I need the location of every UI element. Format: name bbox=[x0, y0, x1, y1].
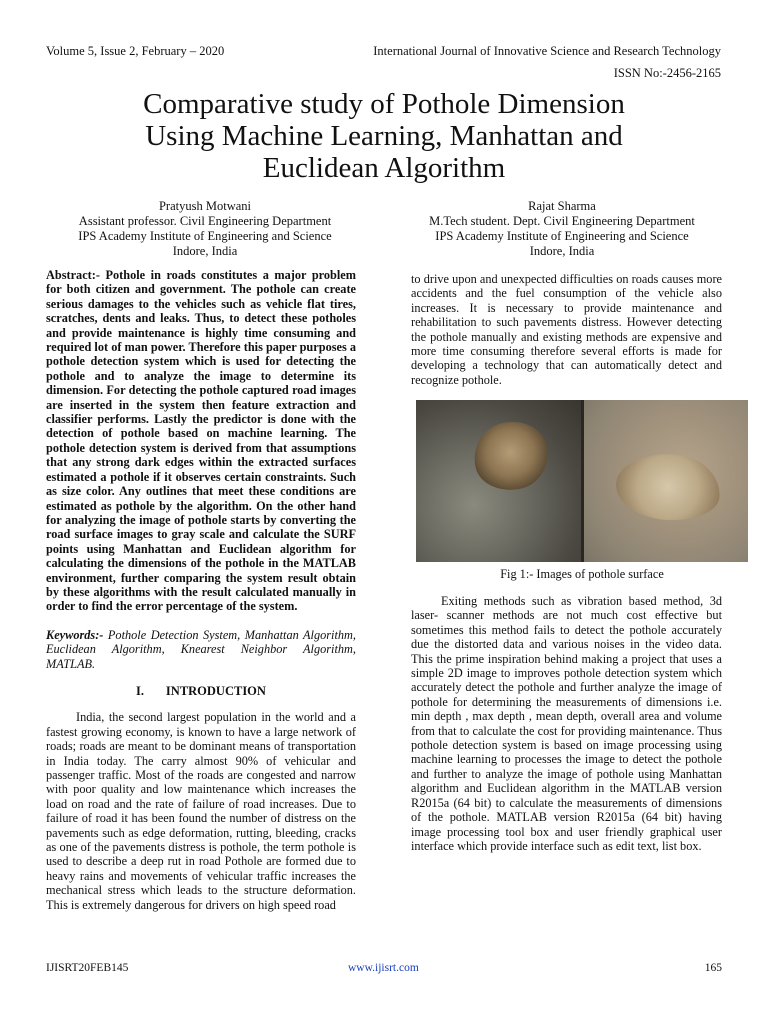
keywords-label: Keywords:- bbox=[46, 627, 104, 642]
volume-issue: Volume 5, Issue 2, February – 2020 bbox=[46, 44, 225, 58]
keywords-text: Pothole Detection System, Manhattan Algorithm, Euclidean Algorithm, Knearest Neighbor Algorithm, MATLAB. bbox=[46, 627, 356, 671]
pothole-shape-2 bbox=[614, 450, 722, 523]
section-heading-introduction bbox=[46, 684, 356, 698]
pothole-photo-2 bbox=[584, 400, 748, 562]
author-city: Indore, India bbox=[529, 244, 595, 258]
keywords bbox=[46, 628, 356, 671]
pothole-shape-1 bbox=[468, 415, 555, 497]
paper-id: IJISRT20FEB145 bbox=[46, 962, 129, 974]
intro-continued-paragraph: to drive upon and unexpected difficulties on roads causes more accidents and the fuel consumption of the vehicle also increases. It is necessary to provide maintenance and rehabilitation to such pavements distress. However detecting the pothole manually and existing methods are expensive and more time consuming therefore several efforts is made for developing a technology that can automatically detect and recognize pothole. bbox=[411, 272, 722, 387]
journal-name: International Journal of Innovative Science and Research Technology bbox=[373, 44, 721, 58]
figure-caption: Fig 1:- Images of pothole surface bbox=[500, 567, 664, 581]
author-name: Rajat Sharma bbox=[528, 199, 596, 213]
author-role: Assistant professor. Civil Engineering Department bbox=[78, 214, 332, 228]
title-line-1: Comparative study of Pothole Dimension bbox=[143, 88, 625, 120]
left-column bbox=[46, 268, 356, 912]
right-column-top bbox=[411, 272, 722, 387]
paper-title bbox=[0, 88, 768, 184]
author-institute: IPS Academy Institute of Engineering and Science bbox=[435, 229, 689, 243]
title-line-3: Euclidean Algorithm bbox=[262, 152, 506, 184]
page-number: 165 bbox=[704, 962, 722, 974]
abstract: Abstract:- Pothole in roads constitutes a major problem for both citizen and government. The pothole can create serious damages to the vehicles such as vehicle flat tires, scratches, dents and leaks. Thus, to detect these potholes and provide maintenance is highly time consuming and required lot of man power. Therefore this paper purposes a pothole detection system which is used for detecting the pothole and to analyze the image to determine its dimension. For detecting the pothole captured road images are inserted in the system then feature extraction and classifier performs. Lastly the predictor is done with the detection of pothole based on machine learning. The pothole detection system is derived from that assumptions that any strong dark edges within the extracted surfaces estimated a pothole if it observes certain constraints. Such as size color. Any outlines that meet these conditions are estimated as pothole by the algorithm. On the other hand for analyzing the image of pothole starts by converting the road surface images to gray scale and calculate the SURF points using Manhattan and Euclidean algorithm for calculating the dimensions of the pothole in the MATLAB environment, further comparing the system result obtain by these algorithms with the result calculated manually in order to find the error percentage of the system. bbox=[46, 268, 356, 614]
section-title: INTRODUCTION bbox=[165, 683, 266, 698]
author-institute: IPS Academy Institute of Engineering and Science bbox=[78, 229, 332, 243]
pothole-figure bbox=[416, 400, 748, 562]
section-number: I. bbox=[136, 683, 145, 698]
author-2 bbox=[397, 199, 727, 259]
author-name: Pratyush Motwani bbox=[158, 199, 251, 213]
title-line-2: Using Machine Learning, Manhattan and bbox=[145, 120, 623, 152]
issn: ISSN No:-2456-2165 bbox=[613, 66, 721, 80]
pothole-photo-1 bbox=[416, 400, 581, 562]
author-1 bbox=[40, 199, 370, 259]
journal-website-link[interactable]: www.ijisrt.com bbox=[348, 962, 419, 974]
author-city: Indore, India bbox=[172, 244, 238, 258]
existing-methods-paragraph: Exiting methods such as vibration based method, 3d laser- scanner methods are not much cost effective but sometimes this method fails to detect the pothole accurately due the distorted data and various noises in the video data. This the prime inspiration behind making a project that uses a simple 2D image to improves pothole detection system which accurately detect the pothole and further analyze the image of pothole for determining the measurements of dimensions i.e. min depth , max depth , mean depth, overall area and volume from that to calculate the cost for providing maintenance. Thus pothole detection system is based on image processing using machine learning to processes the image to detect the pothole and further to analyze the image of pothole using Manhattan algorithm and Euclidean algorithm in the MATLAB version R2015a (64 bit) to calculate the measurements of dimensions of the pothole. MATLAB version R2015a (64 bit) having image processing tool box and user friendly graphical user interface which provide interface such as edit text, list box. bbox=[411, 594, 722, 853]
right-column-bottom bbox=[411, 594, 722, 853]
intro-paragraph: India, the second largest population in the world and a fastest growing economy, is known to have a large network of roads; roads are meant to be dominant means of transportation in India today. The carry almost 90% of vehicular and passenger traffic. Most of the roads are congested and narrow with poor quality and low maintenance which increases the load on road and the rate of failure of road increases. Due to failure of road it has been found the number of distress on the pavements such as edge deformation, rutting, bleeding, cracks as one of the pavements distress is pothole, the term pothole is used to describe a deep rut in road Pothole are formed due to heavy rains and movements of vehicular traffic increases the mechanical stress which leads to the structure deformation. This is extremely dangerous for drivers on high speed road bbox=[46, 710, 356, 912]
author-role: M.Tech student. Dept. Civil Engineering Department bbox=[429, 214, 695, 228]
